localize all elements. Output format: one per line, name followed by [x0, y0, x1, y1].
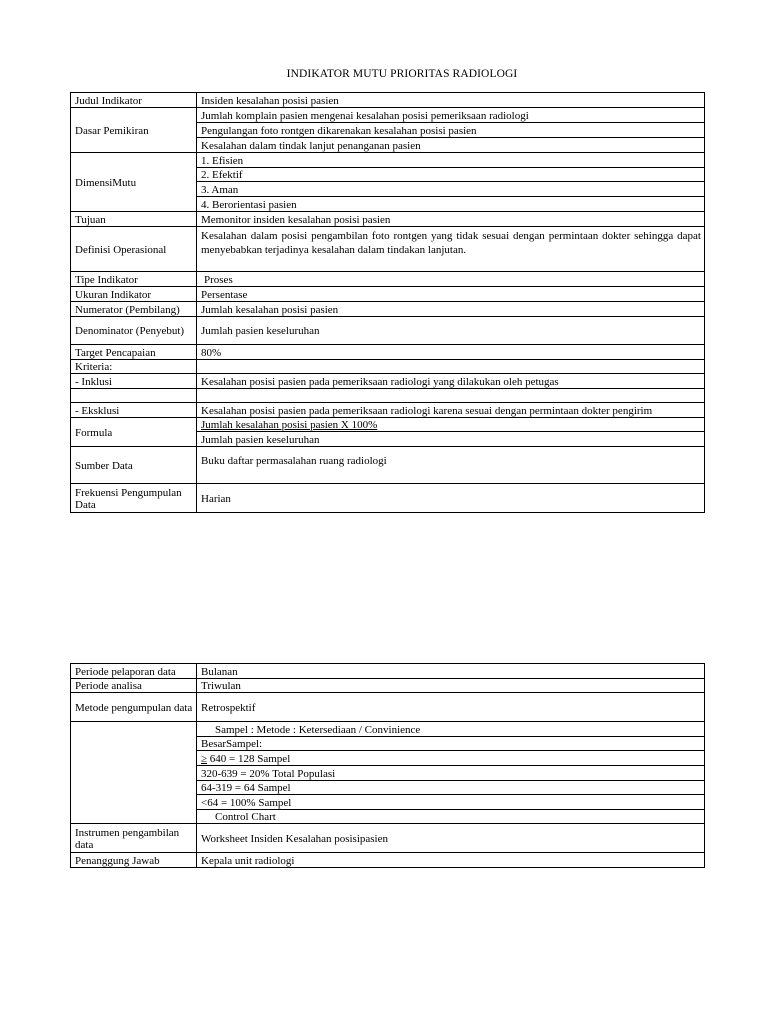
dimensi-value-1: 1. Efisien: [197, 153, 705, 168]
table-row: [71, 447, 705, 484]
sampel-range-1-text: 640 = 128 Sampel: [207, 752, 291, 765]
frekuensi-value: Harian: [197, 484, 705, 513]
table-row: [71, 108, 705, 123]
data-collection-table: [70, 663, 705, 868]
table-row: [71, 227, 705, 272]
denominator-value: Jumlah pasien keseluruhan: [197, 317, 705, 345]
sampel-range-2: 320-639 = 20% Total Populasi: [197, 766, 705, 781]
instrumen-label: Instrumen pengambilan data: [71, 824, 197, 853]
sumber-value: Buku daftar permasalahan ruang radiologi: [197, 447, 705, 484]
ukuran-value: Persentase: [197, 287, 705, 302]
table-row: [71, 272, 705, 287]
dimensi-label: DimensiMutu: [71, 153, 197, 212]
sampel-label-cell: [71, 722, 197, 824]
spacer-cell: [197, 389, 705, 403]
table-row: [71, 679, 705, 693]
sumber-label: Sumber Data: [71, 447, 197, 484]
table-row: [71, 389, 705, 403]
pelaporan-label: Periode pelaporan data: [71, 664, 197, 679]
table-row: [71, 153, 705, 168]
table-row: [71, 853, 705, 868]
table-row: [71, 824, 705, 853]
table-row: [71, 93, 705, 108]
metode-label: Metode pengumpulan data: [71, 693, 197, 722]
numerator-value: Jumlah kesalahan posisi pasien: [197, 302, 705, 317]
table-row: [71, 484, 705, 513]
table-row: [71, 374, 705, 389]
dimensi-value-3: 3. Aman: [197, 182, 705, 197]
sampel-metode: Sampel : Metode : Ketersediaan / Convinience: [197, 722, 705, 737]
numerator-label: Numerator (Pembilang): [71, 302, 197, 317]
inklusi-label: - Inklusi: [71, 374, 197, 389]
document-title: INDIKATOR MUTU PRIORITAS RADIOLOGI: [286, 68, 518, 80]
control-chart: Control Chart: [197, 810, 705, 824]
inklusi-value: Kesalahan posisi pasien pada pemeriksaan radiologi yang dilakukan oleh petugas: [197, 374, 705, 389]
sampel-besar: BesarSampel:: [197, 737, 705, 751]
table-row: [71, 722, 705, 737]
table-row: [71, 403, 705, 418]
table-row: [71, 664, 705, 679]
eksklusi-value: Kesalahan posisi pasien pada pemeriksaan radiologi karena sesuai dengan permintaan dokter pengirim: [197, 403, 705, 418]
target-value: 80%: [197, 345, 705, 360]
analisa-value: Triwulan: [197, 679, 705, 693]
sampel-range-1: [197, 751, 705, 766]
analisa-label: Periode analisa: [71, 679, 197, 693]
pelaporan-value: Bulanan: [197, 664, 705, 679]
formula-numerator: Jumlah kesalahan posisi pasien X 100%: [197, 418, 705, 432]
definisi-label: Definisi Operasional: [71, 227, 197, 272]
tujuan-label: Tujuan: [71, 212, 197, 227]
tipe-label: Tipe Indikator: [71, 272, 197, 287]
penanggung-value: Kepala unit radiologi: [197, 853, 705, 868]
metode-value: Retrospektif: [197, 693, 705, 722]
gte-symbol: ≥: [201, 752, 208, 765]
formula-label: Formula: [71, 418, 197, 447]
judul-label: Judul Indikator: [71, 93, 197, 108]
target-label: Target Pencapaian: [71, 345, 197, 360]
indicator-table: [70, 92, 705, 513]
table-row: [71, 360, 705, 374]
spacer-cell: [71, 389, 197, 403]
kriteria-value: [197, 360, 705, 374]
definisi-value: Kesalahan dalam posisi pengambilan foto rontgen yang tidak sesuai dengan permintaan dokter sehingga dapat menyebabkan terjadinya kesalahan dalam tindakan lanjutan.: [197, 227, 705, 272]
dimensi-value-4: 4. Berorientasi pasien: [197, 197, 705, 212]
denominator-label: Denominator (Penyebut): [71, 317, 197, 345]
tujuan-value: Memonitor insiden kesalahan posisi pasien: [197, 212, 705, 227]
instrumen-value: Worksheet Insiden Kesalahan posisipasien: [197, 824, 705, 853]
table-row: [71, 287, 705, 302]
formula-denominator: Jumlah pasien keseluruhan: [197, 432, 705, 447]
table-row: [71, 212, 705, 227]
frekuensi-label: Frekuensi Pengumpulan Data: [71, 484, 197, 513]
dasar-label: Dasar Pemikiran: [71, 108, 197, 153]
table-row: [71, 317, 705, 345]
table-row: [71, 418, 705, 432]
sampel-range-4: <64 = 100% Sampel: [197, 795, 705, 810]
dasar-value-3: Kesalahan dalam tindak lanjut penanganan pasien: [197, 138, 705, 153]
dasar-value-1: Jumlah komplain pasien mengenai kesalahan posisi pemeriksaan radiologi: [197, 108, 705, 123]
table-row: [71, 693, 705, 722]
dasar-value-2: Pengulangan foto rontgen dikarenakan kesalahan posisi pasien: [197, 123, 705, 138]
eksklusi-label: - Eksklusi: [71, 403, 197, 418]
table-row: [71, 302, 705, 317]
judul-value: Insiden kesalahan posisi pasien: [197, 93, 705, 108]
ukuran-label: Ukuran Indikator: [71, 287, 197, 302]
table-row: [71, 345, 705, 360]
kriteria-label: Kriteria:: [71, 360, 197, 374]
tipe-value: Proses: [197, 272, 705, 287]
penanggung-label: Penanggung Jawab: [71, 853, 197, 868]
dimensi-value-2: 2. Efektif: [197, 168, 705, 182]
sampel-range-3: 64-319 = 64 Sampel: [197, 781, 705, 795]
